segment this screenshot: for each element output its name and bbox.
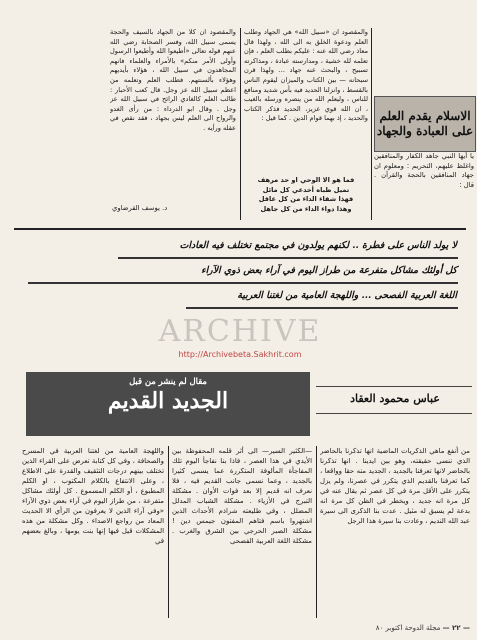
- lead-line-3: اللغة العربية الفصحى ... واللهجة العامية من لغتنا العربية: [237, 290, 457, 301]
- lead-underline: [118, 257, 458, 259]
- article2-column-middle: [172, 446, 312, 618]
- poem-line: فهذا شفاء الداء من كل عاقل: [258, 195, 354, 204]
- column-divider: [316, 446, 317, 618]
- poem-line: وهذا دواء الداء من كل جاهل: [260, 204, 352, 213]
- article2-column-left: [22, 446, 164, 618]
- article1-poem: [244, 176, 368, 220]
- article1-signature-text: د. يوسف القرضاوي: [112, 204, 168, 212]
- lead-underline: [28, 282, 458, 284]
- article1-column-middle-text: والمقصود ان «سبيل الله» هي الجهاد وطلب العلم ودعوة الخلق به الى الله ، ولهذا قال معاذ رضي الله عنه : عليكم بطلب العلم ، فإن تعلمه لله خشية ، ومدارسته عبادة ، ومذاكرته تسبيح ، والبحث عنه جهاد ... ولهذا قرن سبحانه — بين الكتاب والميزان ليقوم الناس بالقسط ، وانزلنا الحديد فيه بأس شديد ومنافع للناس ، وليعلم الله من ينصره ورسله بالغيب ، ان الله قوي عزيز، الحديد فذكر الكتاب والحديد ، إذ بهما قوام الدين . كما قيل :: [244, 28, 368, 123]
- article2-column-right: [320, 446, 470, 618]
- lead-underline: [186, 307, 458, 309]
- article1-column-left-text: والمقصود ان كلا من الجهاد بالسيف والحجة يسمى سبيل الله، وفسر الصحابة رضي الله عنهم قوله تعالى «أطيعوا الله وأطيعوا الرسول وأولى الأمر منكم» بالأمراء والعلماء فانهم المجاهدون في سبيل الله ، هؤلاء بأيديهم وهؤلاء بألسنتهم. فطلب العلم وتعلمه من اعظم سبيل الله عز وجل. قال كعب الأحبار : طالب العلم كالغادي الرائح في سبيل الله عز وجل . وقال ابو الدرداء : من رأى الغدو والرواح الى العلم ليس بجهاد ، فقد نقص في عقله ورأيه .: [110, 28, 236, 132]
- poem-line: فما هو الا الوحي او حد مرهف: [257, 176, 355, 184]
- archive-watermark: ARCHIVE: [158, 314, 322, 349]
- article1-column-middle: [244, 28, 368, 174]
- page-number: — ٢٢ —: [442, 624, 470, 632]
- article2-column-middle-text: —الكثير السير— الى أثر قلمه المحفوظة بين الأيدي في هذا العصر ، فاذا بنا نفاجأ اليوم تلك المفاجأة المألوفة المتكررة عما يسمى كثيرا بالجديد ، وعما نسمى جانب القديم فيه ، فلا نعرف انه قديم إلا بعد فوات الأوان . مشكلة التبرج في الأزياء . مشكلة الشباب المدلل المضلل ، وفي طليعته شراذم الأحداث الذين اشتهروا باسم فتاهم المفتون جيمس دين ! مشكلة الصبر الحرجي بين الشرق والغرب . مشكلة اللغة العربية الفصحى: [172, 447, 312, 545]
- article2-author: عباس محمود العقاد: [350, 392, 440, 405]
- archive-url: http://Archivebeta.Sakhrit.com: [178, 350, 302, 359]
- section-separator: [14, 228, 466, 230]
- column-divider: [240, 28, 241, 220]
- lead-line-2: كل أولئك مشاكل متفرعة من طراز اليوم في آراء بعض ذوي الآراء: [201, 265, 457, 276]
- article2-kicker: مقال لم ينشر من قبل: [129, 376, 207, 386]
- article1-title-box: [374, 96, 476, 152]
- article2-title: الجديد القديم: [107, 388, 229, 414]
- magazine-name: مجلة الدوحة اكتوبر ٨٠: [375, 624, 441, 632]
- article1-intro: [374, 152, 474, 194]
- column-divider: [371, 28, 372, 220]
- article2-column-left-text: واللهجة العامية من لغتنا العربية في المسرح والصحافة ، وفي كل كتابة تعرض على القراء الذين تختلف بينهم درجات التثقيف والقدرة على الاطلاع ، وعلى الانتفاع بالكلام المكتوب ، او الكلم المطبوع ، أو الكلم المسموع . كل أولئك مشاكل متفرعة ، من طراز اليوم في آراء بعض ذوي الآراء «وفي آراء الذين لا يعرفون من الرأي الا الحديث المعاد من رواجع الاصداء . وكل مشكلة من هذه المشكلات قيل فيها إنها بنت يومها ، وبالغ بعضهم في: [22, 447, 164, 545]
- article1-column-left: [110, 28, 236, 198]
- page-footer: [300, 624, 470, 632]
- article2-column-right-text: من أنفع ماهي الذكريات الماضية انها تذكرنا بالحاضر الذي ننسى حقيقته، وهو بين ايدينا . انها تذكرنا بالحاضر لانها تعرفنا بالجديد ، الجديد منه حقا وواقعا ، كما تعرفنا بالقديم الذي يتكرر في عصرنا، ولم يزل يتكرر على الأقل مرة في كل عصر ثم يقال عنه في كل مرة انه جديد ، ويخطر في الظن كل مرة انه بدعة لم يسبق له مثيل . عدت بنا الذكرى الى سيرة عبد الله النديم ، وعادت بنا سيرة هذا الرجل: [320, 447, 470, 525]
- poem-line: تميل ظباه أخدعي كل مائل: [262, 185, 350, 194]
- article1-intro-text: يا أيها النبي جاهد الكفار والمنافقين واغلظ عليهم، التحريم : ومعلوم ان جهاد المنافقين بالحجة والقرآن . قال :: [374, 152, 474, 189]
- lead-line-1: لا يولد الناس على فطرة .. لكنهم يولدون في مجتمع تختلف فيه العادات: [179, 240, 457, 251]
- article1-title: الاسلام يقدم العلم على العبادة والجهاد: [376, 109, 474, 138]
- column-divider: [168, 446, 169, 618]
- article1-signature: [112, 204, 234, 216]
